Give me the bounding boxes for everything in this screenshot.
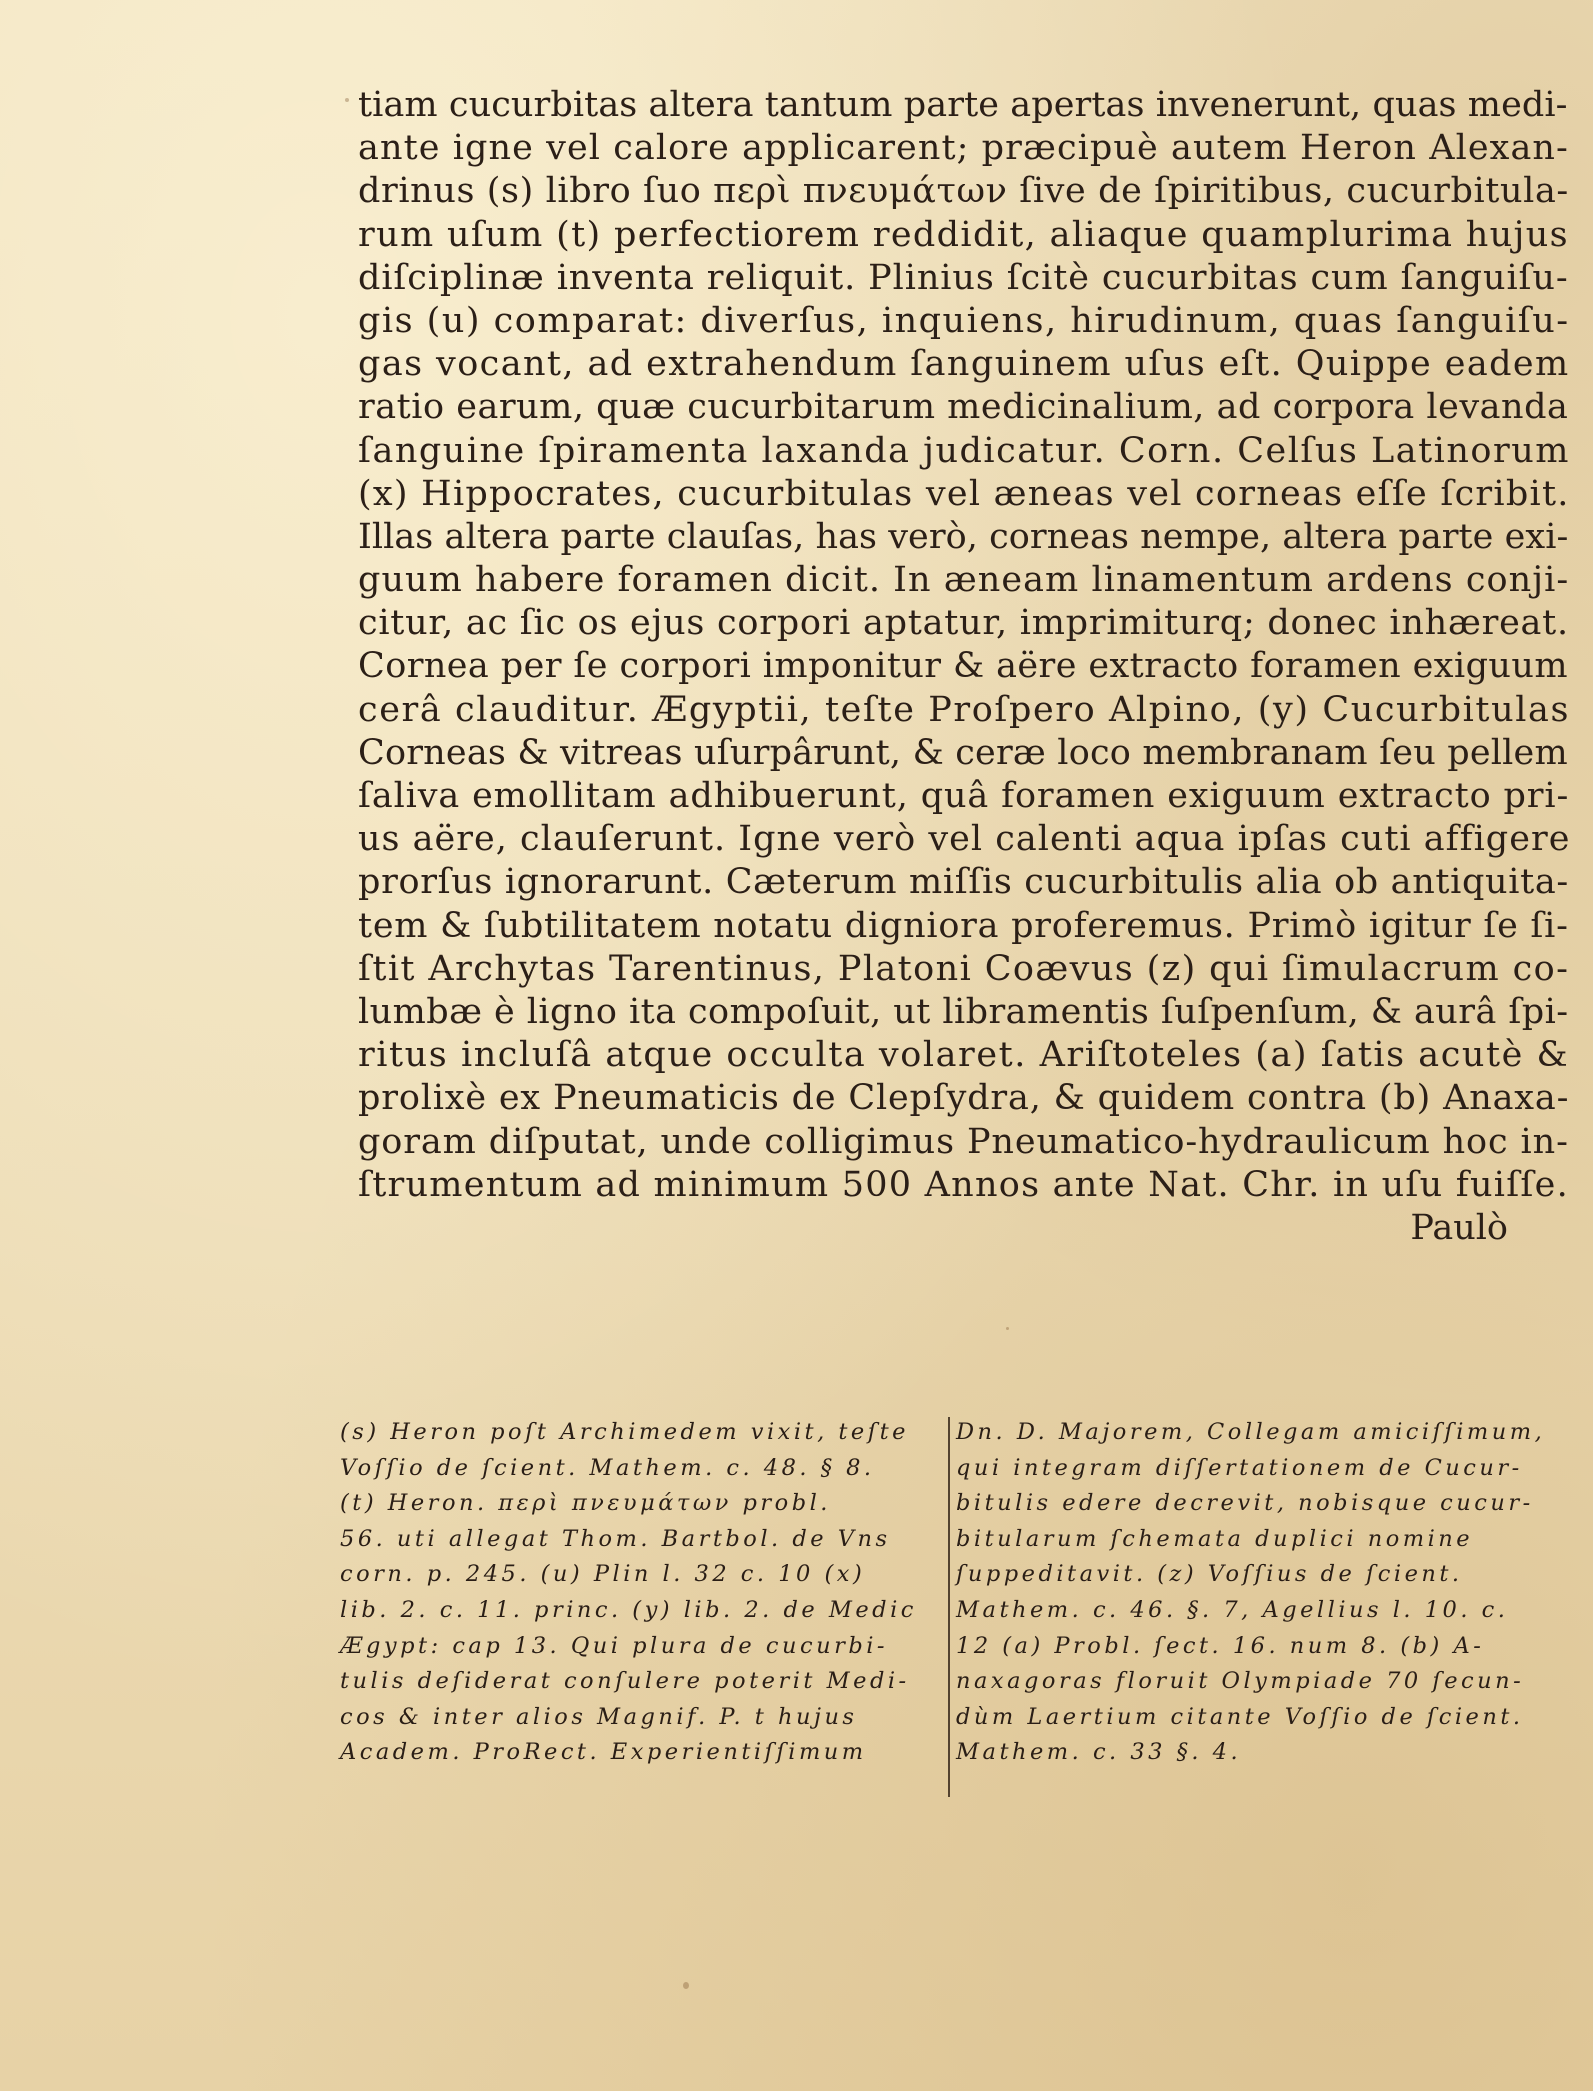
footnote-line: Voſſio de ſcient. Mathem. c. 48. § 8. bbox=[340, 1454, 875, 1481]
text-line: lumbæ è ligno ita compoſuit, ut libramentis ſuſpenſum, & aurâ ſpi- bbox=[358, 991, 1569, 1032]
footnote-line: bitularum ſchemata duplici nomine bbox=[956, 1525, 1474, 1552]
text-line: ante igne vel calore applicarent; præcipuè autem Heron Alexan- bbox=[358, 128, 1569, 169]
text-line: Cornea per ſe corpori imponitur & aëre extracto foramen exiguum bbox=[358, 646, 1568, 687]
footnote-line: bitulis edere decrevit, nobisque cucur- bbox=[956, 1490, 1534, 1517]
text-line: gis (u) comparat: diverſus, inquiens, hirudinum, quas ſanguiſu- bbox=[358, 300, 1570, 341]
footnote-line: Ægypt: cap 13. Qui plura de cucurbi- bbox=[340, 1632, 889, 1659]
footnote-line: Mathem. c. 46. §. 7, Agellius l. 10. c. bbox=[956, 1596, 1509, 1623]
footnotes-right-column bbox=[956, 1415, 1580, 1771]
main-text-block bbox=[358, 84, 1578, 1250]
footnotes-section bbox=[340, 1415, 1580, 1825]
text-line: Corneas & vitreas uſurpârunt, & ceræ loco membranam ſeu pellem bbox=[358, 732, 1568, 773]
text-line: tiam cucurbitas altera tantum parte apertas invenerunt, quas medi- bbox=[358, 85, 1568, 125]
text-line: diſciplinæ inventa reliquit. Plinius ſcitè cucurbitas cum ſanguiſu- bbox=[358, 257, 1569, 298]
text-line: ratio earum, quæ cucurbitarum medicinalium, ad corpora levanda bbox=[358, 387, 1569, 428]
footnote-line: Dn. D. Majorem, Collegam amiciſſimum, bbox=[956, 1419, 1546, 1445]
ink-spot bbox=[1006, 1327, 1009, 1330]
text-line: gas vocant, ad extrahendum ſanguinem uſus eſt. Quippe eadem bbox=[358, 344, 1570, 385]
footnote-line: Academ. ProRect. Experientiſſimum bbox=[340, 1739, 867, 1766]
footnote-line: dùm Laertium citante Voſſio de ſcient. bbox=[956, 1703, 1524, 1730]
footnote-line: ſuppeditavit. (z) Voſſius de ſcient. bbox=[956, 1561, 1463, 1588]
ink-spot bbox=[683, 1982, 689, 1989]
footnote-line: tulis deſiderat conſulere poterit Medi- bbox=[340, 1668, 910, 1695]
text-line: citur, ac ſic os ejus corpori aptatur, imprimiturq; donec inhæreat. bbox=[358, 603, 1569, 644]
text-line: prorſus ignorarunt. Cæterum miſſis cucurbitulis alia ob antiquita- bbox=[358, 862, 1569, 903]
column-divider bbox=[948, 1417, 950, 1797]
text-line: goram diſputat, unde colligimus Pneumatico-hydraulicum hoc in- bbox=[358, 1121, 1569, 1162]
text-line: cerâ clauditur. Ægyptii, teſte Proſpero Alpino, (y) Cucurbitulas bbox=[358, 689, 1571, 730]
text-line: rum uſum (t) perfectiorem reddidit, aliaque quamplurima hujus bbox=[358, 214, 1569, 255]
footnote-line: (s) Heron poſt Archimedem vixit, teſte bbox=[340, 1419, 909, 1445]
footnote-line: (t) Heron. περὶ πνευμάτων probl. bbox=[340, 1490, 831, 1517]
text-line: us aëre, clauſerunt. Igne verò vel calenti aqua ipſas cuti affigere bbox=[358, 819, 1571, 860]
ink-spot bbox=[345, 98, 349, 102]
text-line: ſanguine ſpiramenta laxanda judicatur. Corn. Celſus Latinorum bbox=[358, 430, 1570, 471]
text-line: (x) Hippocrates, cucurbitulas vel æneas vel corneas eſſe ſcribit. bbox=[358, 473, 1570, 514]
footnote-line: cos & inter alios Magnif. P. t hujus bbox=[340, 1703, 858, 1730]
footnote-line: Mathem. c. 33 §. 4. bbox=[956, 1739, 1242, 1766]
text-line: drinus (s) libro ſuo περὶ πνευμάτων ſive de ſpiritibus, cucurbitula- bbox=[358, 171, 1569, 212]
footnote-line: corn. p. 245. (u) Plin l. 32 c. 10 (x) bbox=[340, 1561, 866, 1588]
footnote-line: naxagoras floruit Olympiade 70 ſecun- bbox=[956, 1668, 1525, 1695]
text-line: ſtit Archytas Tarentinus, Platoni Coævus (z) qui ſimulacrum co- bbox=[358, 948, 1570, 989]
catchword: Paulò bbox=[1410, 1207, 1508, 1248]
footnote-line: 12 (a) Probl. ſect. 16. num 8. (b) A- bbox=[956, 1632, 1485, 1659]
text-line: ſtrumentum ad minimum 500 Annos ante Nat. Chr. in uſu fuiſſe. bbox=[358, 1164, 1569, 1205]
text-line: tem & ſubtilitatem notatu digniora proferemus. Primò igitur ſe ſi- bbox=[358, 905, 1569, 946]
text-line: guum habere foramen dicit. In æneam linamentum ardens conji- bbox=[358, 560, 1570, 601]
footnote-line: qui integram diſſertationem de Cucur- bbox=[956, 1454, 1523, 1481]
text-line: prolixè ex Pneumaticis de Clepſydra, & quidem contra (b) Anaxa- bbox=[358, 1078, 1570, 1119]
text-line: ſaliva emollitam adhibuerunt, quâ foramen exiguum extracto pri- bbox=[358, 776, 1570, 816]
text-line: ritus incluſâ atque occulta volaret. Ariſtoteles (a) ſatis acutè & bbox=[358, 1035, 1570, 1076]
footnote-line: lib. 2. c. 11. princ. (y) lib. 2. de Medic bbox=[340, 1596, 917, 1623]
footnote-line: 56. uti allegat Thom. Bartbol. de Vns bbox=[340, 1525, 891, 1552]
footnotes-left-column bbox=[340, 1415, 945, 1771]
text-line: Illas altera parte clauſas, has verò, corneas nempe, altera parte exi- bbox=[358, 516, 1569, 557]
